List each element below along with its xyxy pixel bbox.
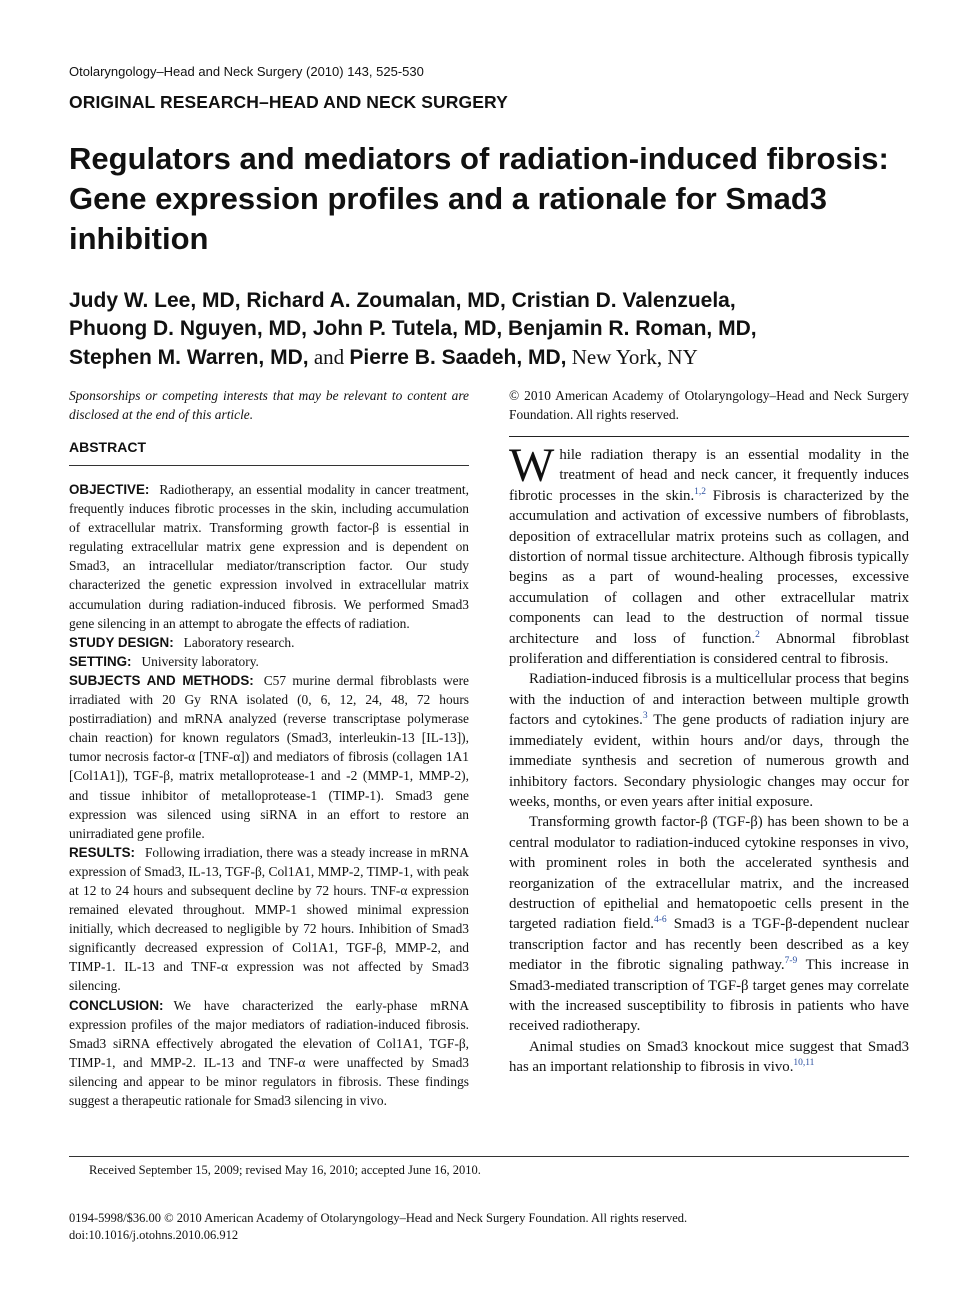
author-list	[69, 287, 949, 372]
citation-link[interactable]: 3	[642, 711, 648, 722]
abstract-heading: ABSTRACT	[69, 439, 146, 455]
abstract-section-text: University laboratory.	[141, 653, 259, 669]
body-paragraph	[509, 812, 909, 1036]
body-text: Transforming growth factor-β (TGF-β) has been shown to be a central modulator to radiation-induced cytokine responses in vivo, with prominent roles in both the accelerated synthesis and reorganization of the extracellular matrix, and the increased destruction of epithelial and hematopoetic cells present in the targeted radiation field.	[509, 814, 909, 933]
abstract-section-label: SETTING:	[69, 653, 132, 669]
footer-divider	[69, 1156, 909, 1157]
abstract-study-design	[69, 633, 469, 652]
abstract-section-label: CONCLUSION:	[69, 997, 164, 1013]
author-name: Pierre B. Saadeh, MD,	[349, 346, 567, 369]
body-paragraph	[509, 439, 909, 669]
abstract-methods	[69, 671, 469, 843]
citation-link[interactable]: 2	[755, 629, 760, 640]
copyright-notice: © 2010 American Academy of Otolaryngology–Head and Neck Surgery Foundation. All rights reserved.	[509, 388, 909, 422]
section-label: ORIGINAL RESEARCH–HEAD AND NECK SURGERY	[69, 92, 508, 112]
author-line-1: Judy W. Lee, MD, Richard A. Zoumalan, MD, Cristian D. Valenzuela,	[69, 289, 736, 312]
author-name: Stephen M. Warren, MD,	[69, 346, 309, 369]
citation-link[interactable]: 7-9	[784, 956, 798, 967]
abstract-section-text: Laboratory research.	[183, 634, 295, 650]
abstract-section-label: OBJECTIVE:	[69, 482, 150, 497]
body-paragraph	[509, 1037, 909, 1078]
citation-link[interactable]: 1,2	[694, 486, 707, 497]
body-text: Animal studies on Smad3 knockout mice suggest that Smad3 has an important relationship to fibrosis in vivo.	[509, 1038, 909, 1076]
author-line-3	[69, 343, 949, 372]
abstract-section-label: SUBJECTS AND METHODS:	[69, 672, 254, 688]
body-text: This increase in Smad3-mediated transcription of TGF-β target genes may correlate with the increased susceptibility to fibrosis in patients who have received radiotherapy.	[509, 957, 909, 1035]
abstract-divider	[69, 465, 469, 466]
article-title: Regulators and mediators of radiation-induced fibrosis: Gene expression profiles and a rationale for Smad3 inhibition	[69, 141, 889, 256]
body-text: Fibrosis is characterized by the accumulation and activation of excessive numbers of fibroblasts, deposition of extracellular matrix proteins such as collagen, and distortion of normal tissue architecture. Although fibrosis typically begins as a part of wound-healing processes, excessive accumulation of collagen and other extracellular matrix components can lead to the destruction of normal tissue architecture and loss of function.	[509, 487, 909, 647]
body-text: The gene products of radiation injury are immediately evident, within hours and/or days, through the immediate synthesis and secretion of numerous growth and inhibitory factors. Secondary physiologic changes may occur for weeks, months, or even years after initial exposure.	[509, 712, 909, 810]
body-text: Smad3 is a TGF-β-dependent nuclear transcription factor and has recently been described as a key mediator in the fibrotic signaling pathway.	[509, 916, 910, 974]
abstract-column	[69, 386, 469, 1110]
abstract-section-text: We have characterized the early-phase mRNA expression profiles of the major mediators of radiation-induced fibrosis. Smad3 siRNA effectively abrogated the elevation of Col1A1, TGF-β, TIMP-1, and MMP-2. IL-13 and TNF-α were unaffected by Smad3 silencing and appear to be minor regulators in fibrosis. These findings suggest a therapeutic rationale for Smad3 silencing in vivo.	[69, 997, 469, 1108]
abstract-objective	[69, 480, 469, 633]
author-conjunction: and	[308, 345, 350, 369]
abstract-setting	[69, 652, 469, 671]
citation-link[interactable]: 10,11	[793, 1058, 815, 1069]
citation-link[interactable]: 4-6	[653, 915, 667, 926]
body-text: Abnormal fibroblast proliferation and differentiation is considered central to fibrosis.	[509, 630, 909, 668]
abstract-section-text: Radiotherapy, an essential modality in cancer treatment, frequently induces fibrotic processes in the skin, including accumulation of extracellular matrix. Transforming growth factor-β is essential in regulating extracellular matrix gene expression and is dependent on Smad3, an intracellular mediator/transcription factor. Our study characterized the genetic expression involved in extracellular matrix accumulation during radiation-induced fibrosis. We performed Smad3 gene silencing in an attempt to abrogate the effects of radiation.	[69, 482, 469, 631]
abstract-conclusion	[69, 996, 469, 1111]
abstract-results	[69, 843, 469, 996]
body-column	[509, 386, 909, 1078]
body-text: hile radiation therapy is an essential modality in the treatment of head and neck cancer, it frequently induces fibrotic processes in the skin.	[509, 447, 909, 504]
drop-cap: W	[509, 439, 555, 492]
abstract-section-label: RESULTS:	[69, 844, 135, 860]
sponsorship-note: Sponsorships or competing interests that may be relevant to content are disclosed at the end of this article.	[69, 388, 469, 422]
abstract-section-text: C57 murine dermal fibroblasts were irradiated with 20 Gy RNA isolated (0, 6, 12, 24, 48, 72 hours postirradiation) and mRNA analyzed (reverse transcriptase polymerase chain reaction) for known regulators (Smad3, interleukin-13 [IL-13]), tumor necrosis factor-α [TNF-α]) and mediators of fibrosis (collagen 1A1 [Col1A1]), TGF-β, matrix metalloprotease-1 and -2 (MMP-1, MMP-2), and tissue inhibitor of metalloprotease-1 (TIMP-1). Smad3 gene expression was silenced using siRNA in an effort to restore an unirradiated gene profile.	[69, 672, 469, 841]
doi[interactable]: doi:10.1016/j.otohns.2010.06.912	[69, 1228, 239, 1242]
body-paragraph	[509, 669, 909, 812]
author-location: New York, NY	[566, 345, 698, 369]
issn-copyright: 0194-5998/$36.00 © 2010 American Academy of Otolaryngology–Head and Neck Surgery Foundation. All rights reserved.	[69, 1211, 688, 1225]
body-divider	[509, 436, 909, 437]
received-dates: Received September 15, 2009; revised May 16, 2010; accepted June 16, 2010.	[89, 1163, 481, 1177]
body-text: Radiation-induced fibrosis is a multicellular process that begins with the induction of and interaction between multiple growth factors and cytokines.	[509, 671, 909, 729]
journal-reference: Otolaryngology–Head and Neck Surgery (2010) 143, 525-530	[69, 64, 424, 79]
author-line-2: Phuong D. Nguyen, MD, John P. Tutela, MD, Benjamin R. Roman, MD,	[69, 317, 757, 340]
abstract-section-text: Following irradiation, there was a steady increase in mRNA expression of Smad3, IL-13, TGF-β, Col1A1, MMP-2, TIMP-1, with peak at 12 to 24 hours and subsequent decline by 72 hours. TNF-α expression remained elevated throughout. MMP-1 showed minimal expression initially, which decreased to negligible by 72 hours. Inhibition of Smad3 significantly decreased expression of Col1A1, TGF-β, MMP-2, and TIMP-1. IL-13 and TNF-α expression was not affected by Smad3 silencing.	[69, 844, 469, 994]
abstract-section-label: STUDY DESIGN:	[69, 634, 174, 650]
